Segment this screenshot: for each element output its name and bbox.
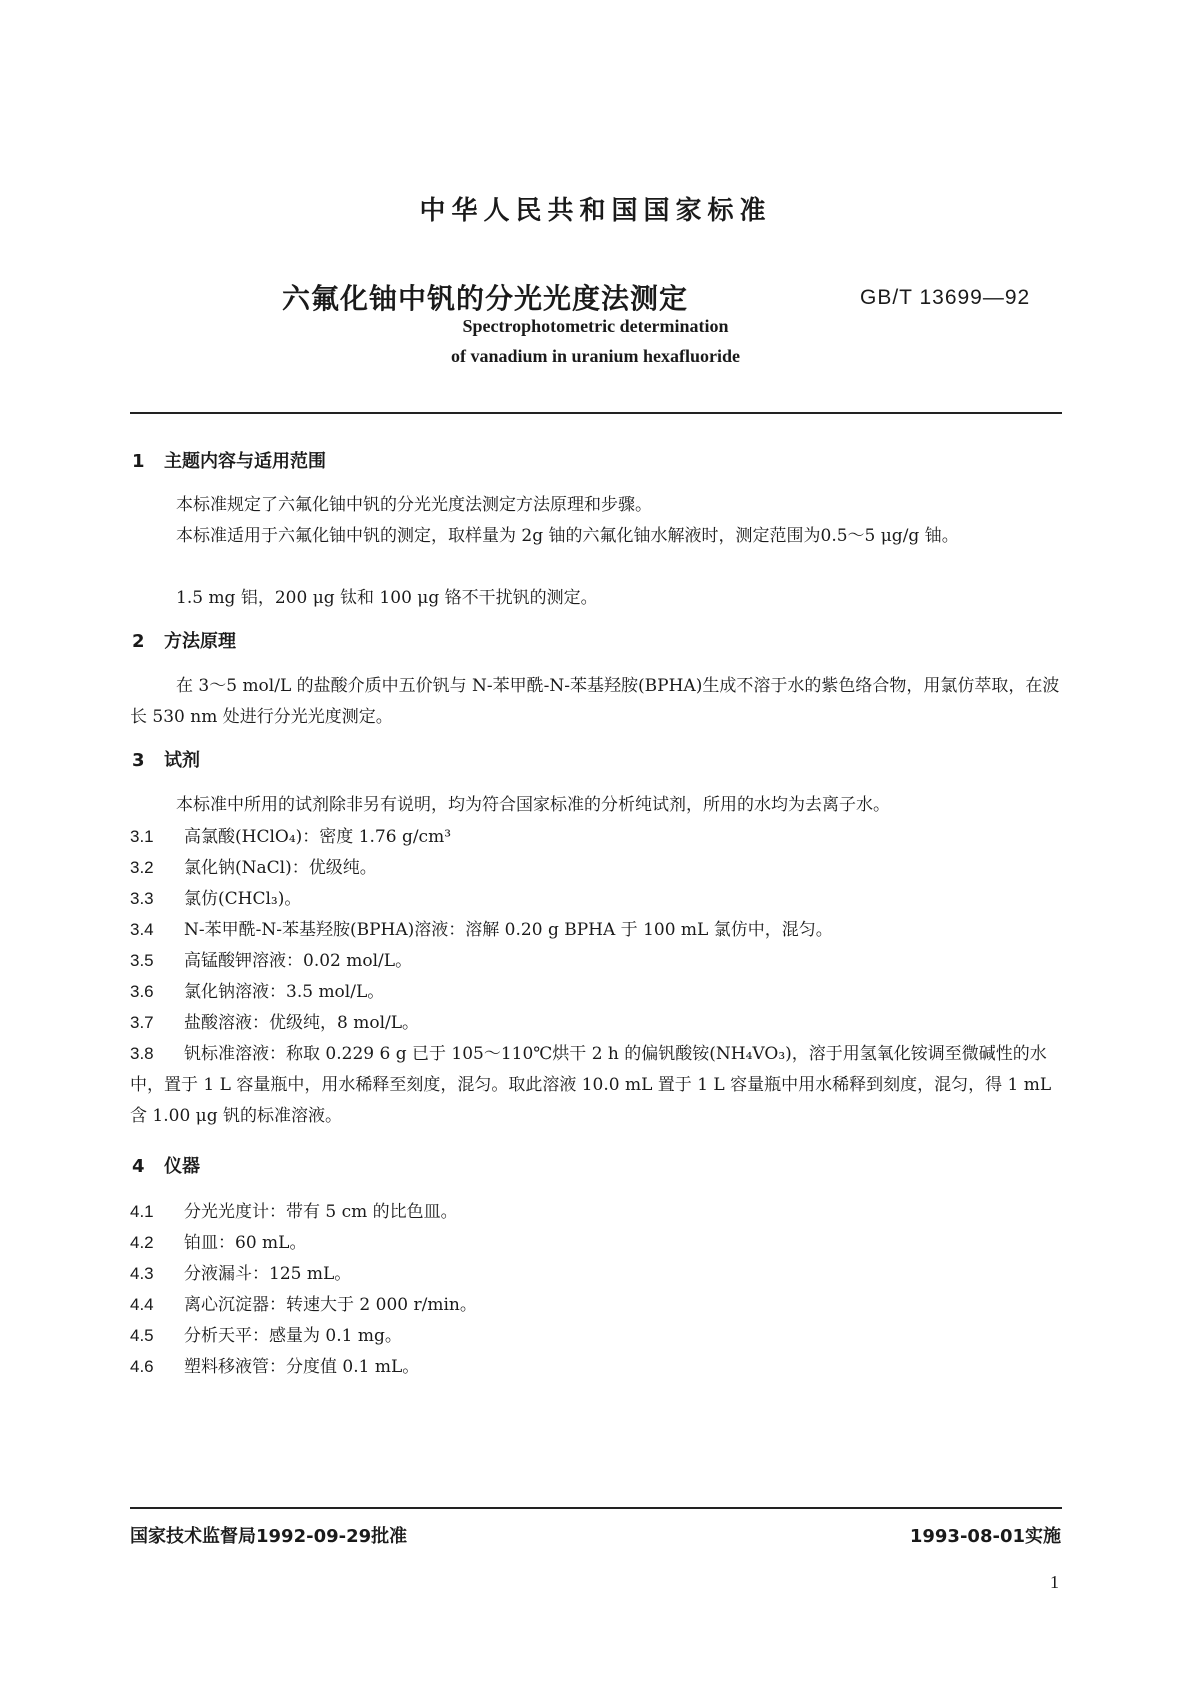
section-2-paragraph-1: 在 3～5 mol/L 的盐酸介质中五价钒与 N-苯甲酰-N-苯基羟胺(BPHA)生成不溶于水的紫色络合物，用氯仿萃取，在波长 530 nm 处进行分光光度测定。 (130, 676, 1060, 727)
item-text: 分析天平：感量为 0.1 mg。 (184, 1326, 402, 1346)
item-text: 氯化钠(NaCl)：优级纯。 (184, 858, 377, 878)
list-item (130, 1258, 1062, 1290)
approval-date: 国家技术监督局1992-09-29批准 (130, 1526, 408, 1547)
item-number: 3.1 (130, 827, 154, 846)
section-3-paragraph-1: 本标准中所用的试剂除非另有说明，均为符合国家标准的分析纯试剂，所用的水均为去离子水。 (176, 795, 890, 815)
item-text: 铂皿：60 mL。 (184, 1233, 307, 1253)
item-text: 塑料移液管：分度值 0.1 mL。 (184, 1357, 420, 1377)
document-title-en-line2: of vanadium in uranium hexafluoride (450, 346, 741, 366)
item-text: 盐酸溶液：优级纯，8 mol/L。 (184, 1013, 420, 1033)
section-1-paragraph-3: 1.5 mg 铝，200 μg 钛和 100 μg 铬不干扰钒的测定。 (176, 588, 598, 608)
item-number: 3.8 (130, 1044, 154, 1063)
item-number: 4.1 (130, 1202, 154, 1221)
list-item (130, 976, 1062, 1008)
item-number: 3.6 (130, 982, 154, 1001)
section-number: 1 (132, 451, 145, 472)
item-number: 3.2 (130, 858, 154, 877)
section-title: 主题内容与适用范围 (164, 451, 326, 472)
item-text: 高氯酸(HClO₄)：密度 1.76 g/cm³ (184, 827, 452, 847)
section-1-paragraph-1: 本标准规定了六氟化铀中钒的分光光度法测定方法原理和步骤。 (176, 495, 652, 515)
section-3-heading (132, 746, 200, 772)
item-number: 4.3 (130, 1264, 154, 1283)
section-title: 方法原理 (164, 631, 236, 652)
document-title-en-line1: Spectrophotometric determination (462, 316, 729, 336)
document-title-cn: 六氟化铀中钒的分光光度法测定 (282, 282, 689, 315)
item-number: 4.5 (130, 1326, 154, 1345)
list-item (130, 914, 1062, 946)
item-text: 离心沉淀器：转速大于 2 000 r/min。 (184, 1295, 477, 1315)
list-item (130, 852, 1062, 884)
list-item (130, 1038, 1062, 1132)
standard-number: GB/T 13699—92 (860, 286, 1031, 309)
item-text: N-苯甲酰-N-苯基羟胺(BPHA)溶液：溶解 0.20 g BPHA 于 100 mL 氯仿中，混匀。 (184, 920, 833, 940)
item-number: 3.5 (130, 951, 154, 970)
section-2-heading (132, 627, 236, 653)
item-number: 3.4 (130, 920, 154, 939)
list-item (130, 1227, 1062, 1259)
effective-date: 1993-08-01实施 (909, 1526, 1061, 1547)
item-number: 3.7 (130, 1013, 154, 1032)
item-text: 钒标准溶液：称取 0.229 6 g 已于 105～110℃烘干 2 h 的偏钒酸铵(NH₄VO₃)，溶于用氢氧化铵调至微碱性的水中，置于 1 L 容量瓶中，用水稀释至刻度，混匀。取此溶液 10.0 mL 置于 1 L 容量瓶中用水稀释到刻度，混匀，得 1 mL 含 1.00 μg 钒的标准溶液。 (130, 1044, 1052, 1126)
item-number: 3.3 (130, 889, 154, 908)
footer-divider (130, 1507, 1062, 1509)
item-text: 分光光度计：带有 5 cm 的比色皿。 (184, 1202, 458, 1222)
list-item (130, 945, 1062, 977)
list-item (130, 821, 1062, 853)
section-1-heading (132, 447, 326, 473)
list-item (130, 1196, 1062, 1228)
list-item (130, 883, 1062, 915)
item-text: 高锰酸钾溶液：0.02 mol/L。 (184, 951, 413, 971)
list-item (130, 1320, 1062, 1352)
section-number: 4 (132, 1156, 145, 1177)
list-item (130, 1289, 1062, 1321)
item-number: 4.2 (130, 1233, 154, 1252)
section-number: 3 (132, 750, 145, 771)
list-item (130, 1007, 1062, 1039)
item-number: 4.4 (130, 1295, 154, 1314)
section-title: 仪器 (164, 1156, 200, 1177)
section-number: 2 (132, 631, 145, 652)
item-text: 氯化钠溶液：3.5 mol/L。 (184, 982, 385, 1002)
section-title: 试剂 (164, 750, 200, 771)
section-4-heading (132, 1152, 200, 1178)
list-item (130, 1351, 1062, 1383)
item-text: 分液漏斗：125 mL。 (184, 1264, 352, 1284)
header-divider (130, 412, 1062, 414)
item-number: 4.6 (130, 1357, 154, 1376)
standard-type-heading: 中华人民共和国国家标准 (419, 196, 772, 226)
item-text: 氯仿(CHCl₃)。 (184, 889, 302, 909)
section-1-paragraph-2: 本标准适用于六氟化铀中钒的测定，取样量为 2g 铀的六氟化铀水解液时，测定范围为0.5～5 μg/g 铀。 (176, 526, 959, 546)
page-number: 1 (1050, 1572, 1059, 1592)
